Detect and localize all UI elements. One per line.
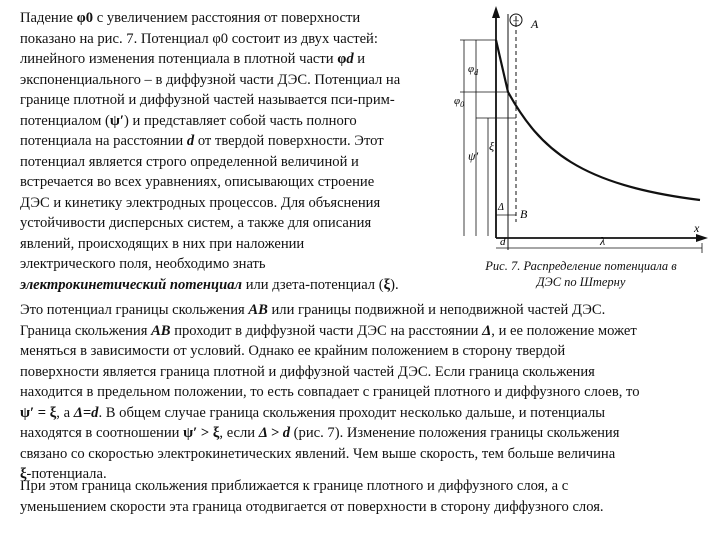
text-line bbox=[20, 275, 400, 296]
text-segment: Падение bbox=[20, 10, 77, 26]
text-segment: , и ее положение может bbox=[491, 322, 637, 339]
label-xi: ξ bbox=[489, 139, 495, 153]
potential-distribution-figure bbox=[440, 0, 720, 300]
text-segment: ). bbox=[390, 276, 399, 293]
text-segment: ξ bbox=[20, 466, 27, 482]
text-segment: АВ bbox=[151, 322, 171, 339]
text-line bbox=[20, 29, 400, 50]
text-segment: Это потенциал границы скольжения bbox=[20, 302, 249, 318]
text-segment: уменьшением скорости эта граница отодвигается от поверхности в сторону диффузного слоя. bbox=[20, 498, 604, 515]
text-line bbox=[20, 8, 400, 29]
text-line bbox=[20, 362, 640, 383]
label-A: A bbox=[531, 17, 539, 31]
text-line bbox=[20, 90, 400, 111]
text-segment: с увеличением расстояния от поверхности bbox=[93, 10, 361, 26]
text-line bbox=[20, 172, 400, 193]
text-segment: d bbox=[346, 51, 354, 67]
text-line bbox=[20, 382, 640, 403]
text-segment: связано со скоростью электрокинетических явлений. Чем выше скорость, тем больше величина bbox=[20, 445, 616, 462]
label-psi: ψ′ bbox=[468, 149, 479, 163]
text-segment: ξ bbox=[383, 276, 391, 293]
text-segment: меняться в зависимости от условий. Однако ее крайним положением в сторону твердой bbox=[20, 343, 566, 359]
figure-caption bbox=[456, 258, 706, 290]
text-segment: и bbox=[353, 51, 366, 67]
y-axis-arrow bbox=[492, 6, 500, 18]
text-segment: Граница скольжения bbox=[20, 322, 152, 339]
plus-sign: + bbox=[512, 13, 520, 28]
text-segment: границе плотной и диффузной частей называется пси-прим- bbox=[20, 92, 395, 108]
text-segment: или дзета-потенциал ( bbox=[242, 276, 384, 293]
text-line bbox=[20, 49, 400, 70]
label-delta: Δ bbox=[498, 202, 504, 213]
text-segment: -потенциала. bbox=[26, 466, 107, 482]
text-segment: Δ=d bbox=[73, 404, 99, 421]
text-line bbox=[20, 476, 604, 497]
text-segment: линейного изменения потенциала в плотной части bbox=[20, 51, 338, 67]
text-line bbox=[20, 131, 400, 152]
text-segment: Δ bbox=[482, 322, 492, 339]
text-segment: ψ′ > ξ bbox=[183, 425, 220, 441]
text-segment: электрического поля, необходимо знать bbox=[20, 256, 266, 272]
text-line bbox=[20, 234, 400, 255]
text-line bbox=[20, 70, 400, 91]
text-segment: ψ′ bbox=[109, 112, 125, 129]
text-segment: находятся в соотношении bbox=[20, 425, 184, 441]
text-segment: потенциал является строго определенной величиной и bbox=[20, 153, 359, 170]
text-segment: При этом граница скольжения приближается к границе плотного и диффузного слоя, а с bbox=[20, 478, 569, 494]
caption-line-2: ДЭС по Штерну bbox=[536, 275, 626, 289]
label-phi-0: $\varphi_0$ bbox=[454, 95, 465, 109]
text-segment: φ bbox=[76, 10, 86, 26]
caption-line-1: Рис. 7. Распределение потенциала в bbox=[485, 259, 677, 273]
text-segment: потенциала на расстоянии bbox=[20, 133, 187, 149]
text-segment: Δ > d bbox=[258, 425, 291, 441]
text-line bbox=[20, 341, 640, 362]
text-segment: экспоненциального – в диффузной части ДЭС. Потенциал на bbox=[20, 71, 401, 88]
text-line bbox=[20, 423, 640, 444]
text-segment: или границы подвижной и неподвижной частей ДЭС. bbox=[267, 302, 606, 318]
text-line bbox=[20, 193, 400, 214]
text-segment: поверхности является граница плотной и диффузной частей ДЭС. Если граница скольжения bbox=[20, 363, 595, 380]
text-segment: электрокинетический потенциал bbox=[20, 276, 243, 293]
text-segment: φ bbox=[337, 51, 347, 67]
text-segment: (рис. 7). Изменение положения границы скольжения bbox=[290, 425, 620, 441]
text-segment: d bbox=[186, 133, 195, 149]
text-line bbox=[20, 444, 640, 465]
text-line bbox=[20, 152, 400, 173]
text-segment: ) и представляет собой часть полного bbox=[124, 112, 357, 129]
text-line bbox=[20, 321, 640, 342]
text-segment: проходит в диффузной части ДЭС на расстоянии bbox=[170, 322, 483, 339]
text-segment: встречается во всех уравнениях, описывающих строение bbox=[20, 174, 375, 190]
text-line bbox=[20, 111, 400, 132]
potential-curve bbox=[496, 40, 700, 200]
text-segment: ДЭС и кинетику электродных процессов. Для объяснения bbox=[20, 194, 381, 211]
label-lambda: λ bbox=[600, 234, 606, 248]
x-axis-arrow bbox=[696, 234, 708, 242]
text-segment: от твердой поверхности. Этот bbox=[194, 133, 384, 149]
paragraph-intro bbox=[20, 8, 400, 295]
paragraph-slip-boundary bbox=[20, 300, 640, 485]
text-segment: 0 bbox=[85, 10, 94, 26]
text-segment: , если bbox=[219, 425, 259, 441]
text-segment: находится в предельном положении, то есть совпадает с границей плотного и диффузного слоев, то bbox=[20, 384, 640, 400]
text-line bbox=[20, 497, 604, 518]
paragraph-velocity bbox=[20, 476, 604, 517]
label-B: B bbox=[520, 207, 528, 221]
text-segment: показано на рис. 7. Потенциал φ0 состоит из двух частей: bbox=[20, 30, 378, 47]
label-d: d bbox=[500, 236, 506, 248]
text-segment: . В общем случае граница скольжения проходит несколько дальше, и потенциалы bbox=[98, 404, 606, 421]
text-segment: устойчивости дисперсных систем, а также для описания bbox=[20, 215, 372, 231]
label-phi-d: $\varphi_d$ bbox=[468, 63, 479, 77]
text-line bbox=[20, 254, 400, 275]
label-x: x bbox=[694, 221, 700, 235]
text-line bbox=[20, 213, 400, 234]
text-segment: ψ′ = ξ bbox=[20, 404, 57, 421]
text-segment: , а bbox=[56, 404, 74, 421]
text-segment: АВ bbox=[248, 302, 268, 318]
text-line bbox=[20, 300, 640, 321]
text-segment: явлений, происходящих в них при наложении bbox=[20, 235, 305, 252]
text-line bbox=[20, 403, 640, 424]
text-segment: потенциалом ( bbox=[20, 112, 110, 129]
